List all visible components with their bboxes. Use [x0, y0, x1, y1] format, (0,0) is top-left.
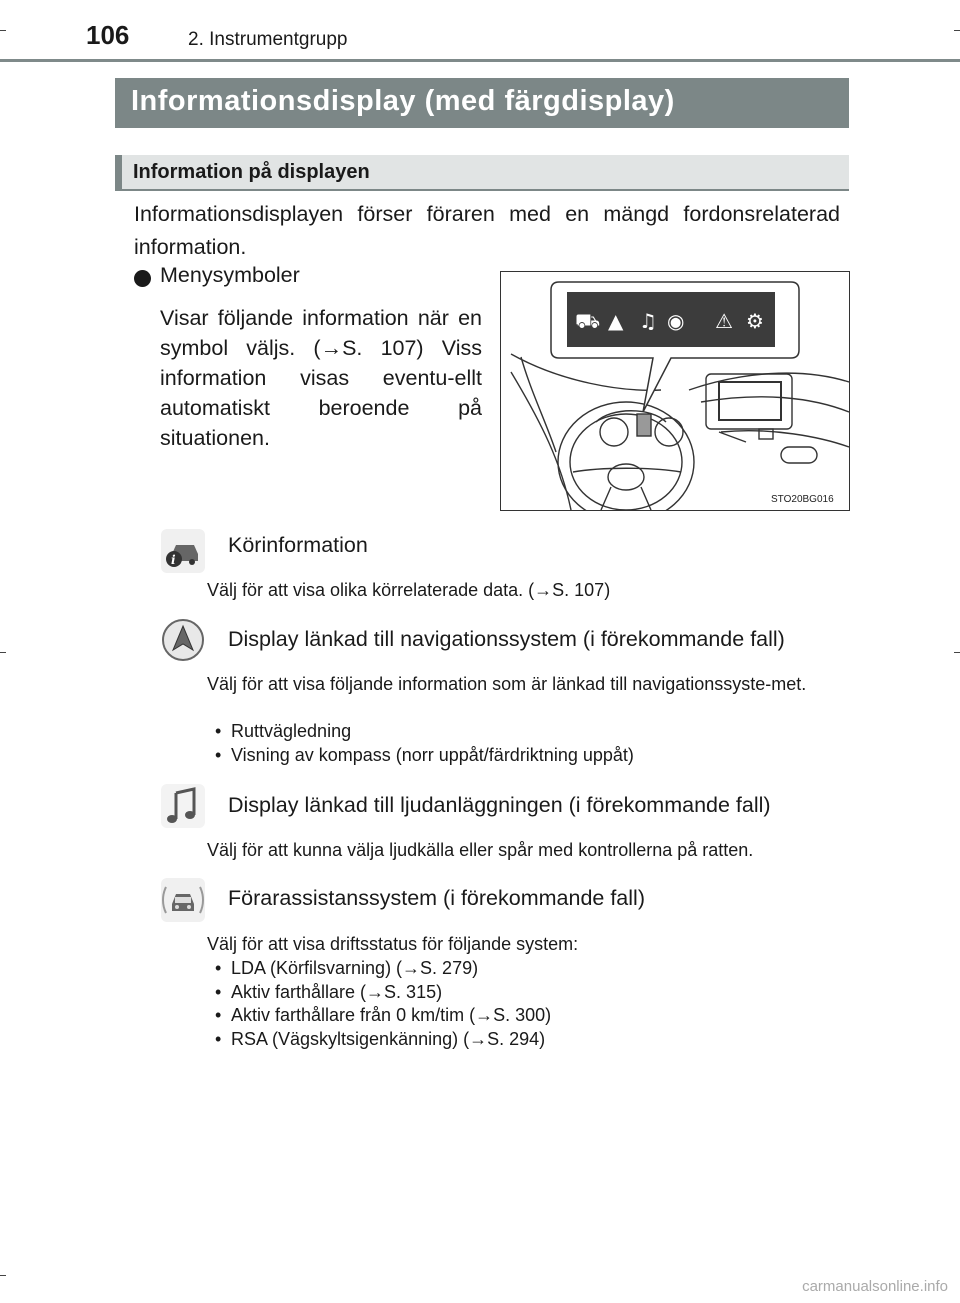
entry-icon-wrap — [160, 617, 206, 668]
svg-text:⚠: ⚠ — [715, 309, 733, 333]
menu-symbols-description: Visar följande information när en symbol väljs. (→S. 107) Viss information visas eventu-ellt automatiskt beroende på situationen. — [160, 306, 482, 450]
svg-text:i: i — [171, 553, 176, 567]
entry-title: Körinformation — [228, 533, 368, 557]
crop-mark — [0, 1275, 6, 1276]
list-item: • Aktiv farthållare från 0 km/tim (→S. 300) — [207, 1004, 843, 1028]
svg-text:▲: ▲ — [608, 309, 624, 333]
list-item: • Visning av kompass (norr uppåt/färdriktning uppåt) — [207, 744, 843, 768]
entry-body: Välj för att kunna välja ljudkälla eller spår med kontrollerna på ratten. — [207, 840, 754, 860]
illustration-code: STO20BG016 — [771, 494, 834, 505]
dashboard-drawing — [501, 272, 849, 510]
list-item: • LDA (Körfilsvarning) (→S. 279) — [207, 957, 843, 981]
driver-assist-icon — [160, 877, 206, 923]
navigation-arrow-icon — [160, 617, 206, 663]
entry-icon-wrap — [160, 877, 206, 928]
svg-text:⚙: ⚙ — [746, 309, 764, 333]
car-info-icon — [160, 528, 206, 574]
entry-body: Välj för att visa följande information som är länkad till navigationssyste-met. — [207, 674, 807, 694]
subsection-accent — [115, 155, 122, 189]
list-item: • Ruttvägledning — [207, 720, 843, 744]
intro-paragraph: Informationsdisplayen förser föraren med en mängd fordonsrelaterad information. — [134, 202, 840, 259]
svg-text:◉: ◉ — [667, 309, 685, 333]
music-note-icon — [160, 783, 206, 829]
dashboard-illustration — [500, 271, 850, 511]
entry-title: Display länkad till navigationssystem (i förekommande fall) — [228, 627, 785, 651]
crop-mark — [0, 652, 6, 653]
entry-title: Förarassistanssystem (i förekommande fall) — [228, 886, 645, 910]
crop-mark — [0, 30, 6, 31]
subsection-title-bar — [115, 155, 849, 191]
chapter-title: 2. Instrumentgrupp — [188, 29, 348, 50]
entry-icon-wrap — [160, 783, 206, 834]
section-title-bar — [115, 78, 849, 128]
menu-symbols-title: Menysymboler — [160, 263, 300, 287]
entry-icon-wrap — [160, 528, 206, 579]
crop-mark — [954, 652, 960, 653]
list-item: • Aktiv farthållare (→S. 315) — [207, 981, 843, 1005]
crop-mark — [954, 30, 960, 31]
bullet-icon — [134, 270, 151, 287]
section-title: Informationsdisplay (med färgdisplay) — [131, 85, 675, 117]
entry-body: Välj för att visa driftsstatus för följande system: — [207, 934, 579, 954]
svg-text:⛟: ⛟ — [575, 309, 601, 333]
watermark: carmanualsonline.info — [802, 1278, 948, 1295]
entry-bullets — [207, 720, 843, 767]
entry-title: Display länkad till ljudanläggningen (i förekommande fall) — [228, 793, 771, 817]
header-divider — [0, 59, 960, 62]
page-number: 106 — [86, 20, 130, 50]
svg-text:♫: ♫ — [639, 309, 657, 333]
list-item: • RSA (Vägskyltsigenkänning) (→S. 294) — [207, 1028, 843, 1052]
entry-body: Välj för att visa olika körrelaterade data. (→S. 107) — [207, 580, 611, 600]
subsection-title: Information på displayen — [133, 161, 370, 183]
entry-bullets — [207, 957, 843, 1051]
